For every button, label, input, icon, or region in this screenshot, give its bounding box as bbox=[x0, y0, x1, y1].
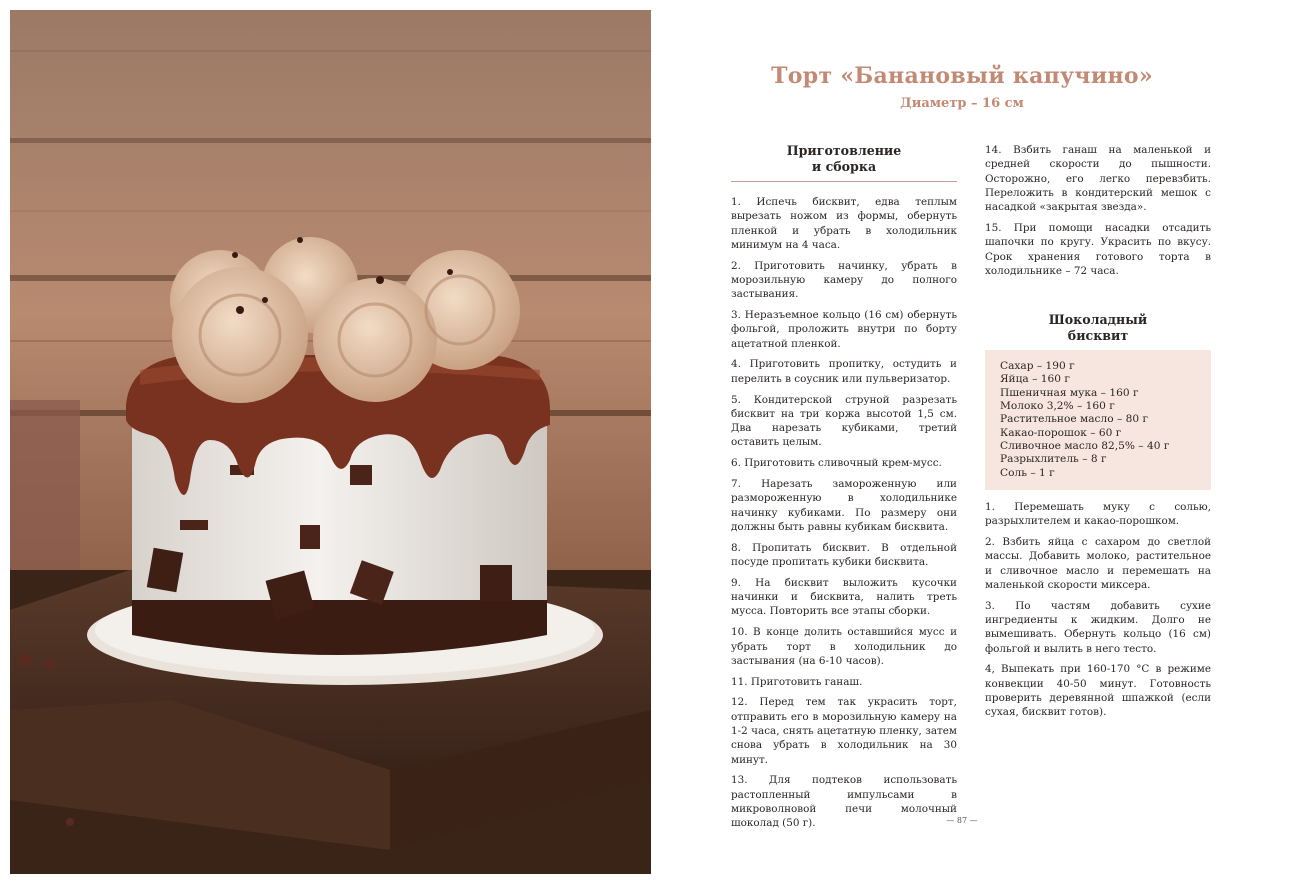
ingredient-item: Растительное масло – 80 г bbox=[1000, 413, 1149, 426]
sponge-step: 2. Взбить яйца с сахаром до светлой массы. Добавить молоко, растительное и сливочное масло и перемешать на маленькой скорости миксера. bbox=[985, 535, 1211, 591]
assembly-step: 1. Испечь бисквит, едва теплым вырезать ножом из формы, обернуть пленкой и убрать в холодильник минимум на 4 часа. bbox=[731, 196, 957, 251]
ingredients-box bbox=[985, 350, 1211, 490]
ingredient-item: Сахар – 190 г bbox=[1000, 360, 1075, 373]
assembly-step: 2. Приготовить начинку, убрать в морозильную камеру до полного застывания. bbox=[731, 259, 957, 301]
assembly-step: 8. Пропитать бисквит. В отдельной посуде пропитать кубики бисквита. bbox=[731, 541, 957, 569]
assembly-step: 7. Нарезать замороженную или размороженную в холодильнике начинку кубиками. По размеру они должны быть равны кубикам бисквита. bbox=[731, 478, 957, 533]
assembly-step: 3. Неразъемное кольцо (16 см) обернуть фольгой, проложить внутри по борту ацетатной пленкой. bbox=[731, 309, 957, 350]
ingredient-item: Соль – 1 г bbox=[1000, 466, 1055, 479]
ingredient-item: Яйца – 160 г bbox=[1000, 373, 1070, 386]
ingredient-item: Пшеничная мука – 160 г bbox=[1000, 386, 1139, 399]
assembly-heading: Приготовление и сборка bbox=[786, 143, 902, 174]
assembly-step: 4. Приготовить пропитку, остудить и перелить в соусник или пульверизатор. bbox=[731, 358, 957, 385]
assembly-step: 10. В конце долить оставшийся мусс и убрать торт в холодильник до застывания (на 6-10 часов). bbox=[731, 626, 957, 667]
ingredient-item: Какао-порошок – 60 г bbox=[1000, 426, 1122, 439]
assembly-step: 13. Для подтеков использовать растопленный импульсами в микроволновой печи молочный шоколад (50 г). bbox=[731, 774, 957, 830]
assembly-step: 15. При помощи насадки отсадить шапочки по кругу. Украсить по вкусу. Срок хранения готового торта в холодильнике – 72 часа. bbox=[985, 221, 1211, 277]
recipe-page bbox=[651, 0, 1293, 884]
sponge-step: 1. Перемешать муку с солью, разрыхлителем и какао-порошком. bbox=[985, 500, 1211, 528]
assembly-step: 11. Приготовить ганаш. bbox=[731, 675, 863, 688]
ingredient-item: Сливочное масло 82,5% – 40 г bbox=[1000, 439, 1170, 452]
assembly-step: 14. Взбить ганаш на маленькой и средней скорости до пышности. Осторожно, его легко перевзбить. Переложить в кондитерский мешок с насадкой «закрытая звезда». bbox=[985, 144, 1211, 214]
recipe-title: Торт «Банановый капучино» bbox=[771, 63, 1153, 89]
assembly-step: 5. Кондитерской струной разрезать бисквит на три коржа высотой 1,5 см. Два нарезать кубиками, третий оставить целым. bbox=[731, 393, 957, 449]
assembly-step: 6. Приготовить сливочный крем-мусс. bbox=[731, 457, 942, 470]
cake-photo bbox=[10, 10, 651, 874]
page-number: — 87 — bbox=[946, 816, 978, 825]
assembly-column bbox=[731, 143, 957, 837]
ingredient-item: Разрыхлитель – 8 г bbox=[1000, 453, 1107, 466]
sponge-step: 4, Выпекать при 160-170 °C в режиме конвекции 40-50 минут. Готовность проверить деревянной шпажкой (если сухая, бисквит готов). bbox=[985, 663, 1211, 719]
ingredient-item: Молоко 3,2% – 160 г bbox=[1000, 400, 1115, 413]
recipe-subtitle: Диаметр – 16 см bbox=[900, 96, 1024, 111]
sponge-step: 3. По частям добавить сухие ингредиенты к жидким. Долго не вымешивать. Обернуть кольцо (16 см) фольгой и вылить в него тесто. bbox=[985, 599, 1211, 655]
sponge-column bbox=[985, 143, 1211, 726]
assembly-step: 12. Перед тем так украсить торт, отправить его в морозильную камеру на 1-2 часа, снять ацетатную пленку, затем снова убрать в холодильник на 30 минут. bbox=[731, 696, 957, 766]
assembly-step: 9. На бисквит выложить кусочки начинки и бисквита, налить треть мусса. Повторить все этапы сборки. bbox=[731, 576, 957, 618]
sponge-heading: Шоколадный бисквит bbox=[1048, 312, 1148, 344]
heading-divider bbox=[731, 181, 957, 182]
